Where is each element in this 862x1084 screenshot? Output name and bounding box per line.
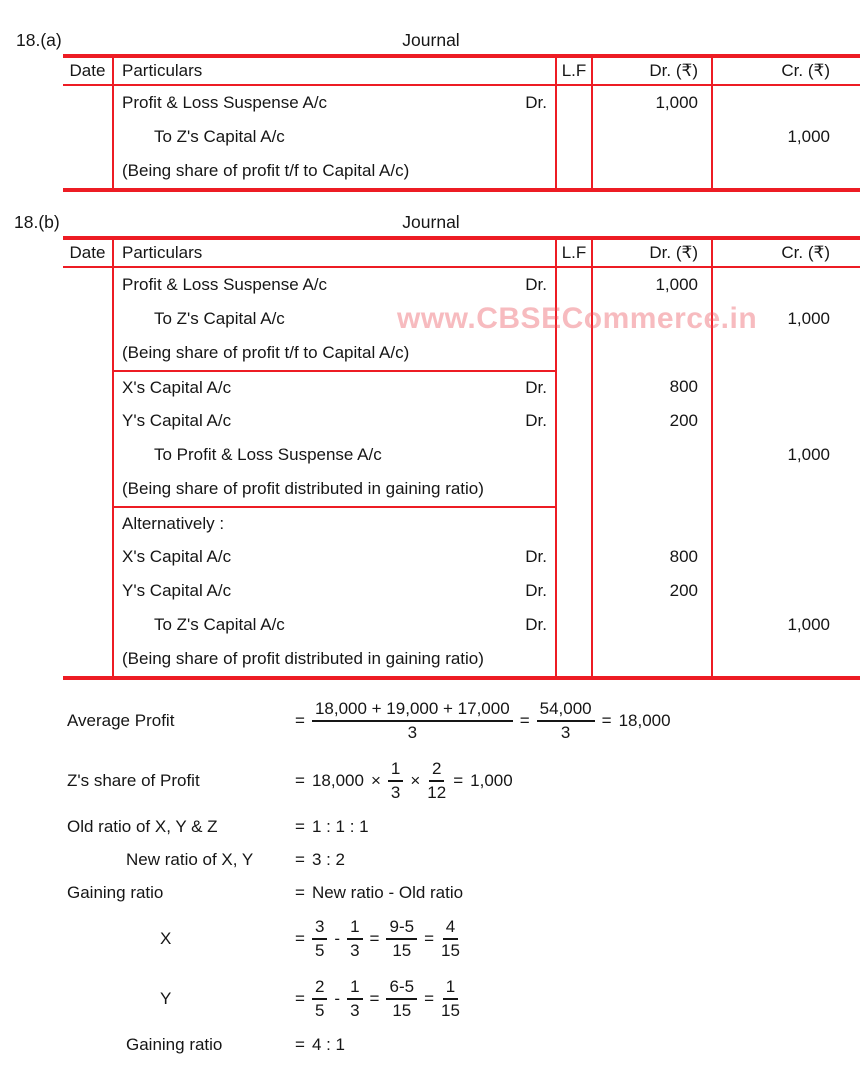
- dr-marker: Dr.: [525, 93, 547, 112]
- multiply-sign: ×: [370, 771, 381, 790]
- dr-amount-cell: [593, 574, 713, 608]
- lf-cell: [557, 154, 593, 188]
- date-cell: [63, 540, 114, 574]
- particulars-cell: [114, 506, 557, 540]
- equals-sign: =: [519, 711, 530, 730]
- fraction: [312, 917, 327, 961]
- date-cell: [63, 472, 114, 506]
- equals-sign: =: [424, 989, 434, 1008]
- fraction-numerator: 1: [347, 917, 362, 940]
- dr-amount: 200: [669, 581, 698, 600]
- fraction-denominator: 15: [441, 941, 460, 960]
- calc-result: 18,000: [618, 711, 671, 730]
- equals-sign: =: [295, 989, 305, 1008]
- narration-text: (Being share of profit distributed in gaining ratio): [122, 649, 484, 668]
- dr-amount: 200: [669, 411, 698, 430]
- fraction-denominator: 15: [392, 941, 412, 960]
- dr-marker: Dr.: [525, 581, 547, 600]
- dr-marker: Dr.: [525, 615, 547, 634]
- journal-entry-block: [63, 86, 860, 188]
- table-a-header: [63, 58, 860, 86]
- calc-label: X: [160, 929, 172, 948]
- fraction-numerator: 18,000 + 19,000 + 17,000: [312, 699, 513, 722]
- fraction-denominator: 5: [314, 941, 325, 960]
- cr-amount: 1,000: [787, 615, 830, 634]
- fraction-numerator: 4: [443, 917, 458, 940]
- fraction-numerator: 1: [443, 977, 458, 1000]
- calc-result: 1,000: [470, 771, 513, 790]
- equals-sign: =: [453, 771, 464, 790]
- fraction-denominator: 3: [407, 723, 418, 742]
- fraction-denominator: 3: [350, 941, 360, 960]
- fraction: [312, 977, 327, 1021]
- calc-row-old-ratio: [0, 810, 862, 843]
- date-cell: [63, 86, 114, 120]
- narration-text: (Being share of profit t/f to Capital A/c): [122, 343, 410, 362]
- section-a-label: 18.(a): [16, 30, 62, 50]
- particulars-cell: [114, 370, 557, 404]
- lf-cell: [557, 472, 593, 506]
- fraction-numerator: 1: [347, 977, 362, 1000]
- particulars-cell: [114, 120, 557, 154]
- calc-value: New ratio - Old ratio: [311, 882, 464, 902]
- equals-sign: =: [295, 882, 305, 902]
- journal-line: [63, 86, 860, 120]
- header-cr: Cr. (₹): [781, 61, 830, 80]
- particulars-cell: [114, 86, 557, 120]
- header-particulars: Particulars: [114, 240, 557, 266]
- particulars-cell: [114, 642, 557, 676]
- journal-entry-block: [63, 506, 860, 676]
- lf-cell: [557, 268, 593, 302]
- calculations-section: [0, 690, 862, 1061]
- particulars-cell: [114, 574, 557, 608]
- fraction: [347, 917, 362, 961]
- table-bottom-rule: [63, 188, 860, 192]
- dr-marker: Dr.: [525, 378, 547, 397]
- fraction-numerator: 2: [312, 977, 327, 1000]
- particulars-text: Profit & Loss Suspense A/c: [122, 275, 328, 294]
- date-cell: [63, 404, 114, 438]
- lf-cell: [557, 608, 593, 642]
- dr-amount: 1,000: [655, 93, 698, 112]
- dr-amount-cell: [593, 642, 713, 676]
- particulars-cell: [114, 404, 557, 438]
- particulars-text: Y's Capital A/c: [122, 581, 232, 600]
- particulars-text: Profit & Loss Suspense A/c: [122, 93, 328, 112]
- journal-line: [63, 540, 860, 574]
- journal-a-table: [63, 54, 860, 192]
- calc-label: Gaining ratio: [67, 882, 164, 902]
- lf-cell: [557, 642, 593, 676]
- journal-line: [63, 574, 860, 608]
- date-cell: [63, 438, 114, 472]
- fraction-numerator: 6-5: [386, 977, 417, 1000]
- fraction-numerator: 54,000: [537, 699, 595, 722]
- particulars-text: To Z's Capital A/c: [154, 615, 285, 634]
- particulars-cell: [114, 268, 557, 302]
- cr-amount: 1,000: [787, 309, 830, 328]
- equals-sign: =: [295, 771, 305, 790]
- lf-cell: [557, 336, 593, 370]
- fraction-denominator: 15: [441, 1001, 460, 1020]
- equals-sign: =: [295, 816, 305, 836]
- particulars-text: X's Capital A/c: [122, 378, 232, 397]
- header-particulars: Particulars: [114, 58, 557, 84]
- fraction: [312, 699, 513, 743]
- calc-row-y-gain: [0, 969, 862, 1029]
- watermark: www.CBSECommerce.in: [397, 302, 758, 335]
- calc-label: Average Profit: [67, 711, 175, 730]
- equals-sign: =: [295, 929, 305, 948]
- calc-label: Old ratio of X, Y & Z: [67, 816, 218, 836]
- minus-sign: -: [334, 929, 341, 948]
- journal-line: [63, 472, 860, 506]
- journal-line: [63, 608, 860, 642]
- dr-amount: 800: [669, 547, 698, 566]
- header-lf: L.F: [557, 240, 593, 266]
- journal-line: [63, 642, 860, 676]
- dr-amount-cell: [593, 506, 713, 540]
- date-cell: [63, 120, 114, 154]
- equals-sign: =: [295, 1035, 305, 1054]
- cr-amount-cell: [713, 438, 860, 472]
- particulars-text: To Z's Capital A/c: [154, 309, 285, 328]
- dr-marker: Dr.: [525, 411, 547, 430]
- calc-label: Z's share of Profit: [67, 771, 200, 790]
- fraction-denominator: 3: [350, 1001, 360, 1020]
- date-cell: [63, 608, 114, 642]
- calc-value: 4 : 1: [311, 1035, 346, 1054]
- equals-sign: =: [295, 711, 305, 730]
- fraction: [386, 977, 417, 1021]
- calc-value: 1 : 1 : 1: [311, 816, 369, 836]
- fraction: [427, 759, 446, 803]
- calc-label: Gaining ratio: [126, 1035, 223, 1054]
- journal-line: [63, 404, 860, 438]
- particulars-cell: [114, 472, 557, 506]
- dr-amount-cell: [593, 438, 713, 472]
- equals-sign: =: [601, 711, 612, 730]
- dr-amount-cell: [593, 120, 713, 154]
- fraction-numerator: 9-5: [386, 917, 417, 940]
- cr-amount-cell: [713, 608, 860, 642]
- journal-entry-block: [63, 370, 860, 506]
- journal-line: [63, 154, 860, 188]
- particulars-cell: [114, 608, 557, 642]
- cr-amount-cell: [713, 574, 860, 608]
- table-b-header: [63, 240, 860, 268]
- journal-a-title: Journal: [402, 30, 460, 50]
- date-cell: [63, 268, 114, 302]
- equals-sign: =: [369, 929, 380, 948]
- particulars-cell: [114, 154, 557, 188]
- cr-amount: 1,000: [787, 127, 830, 146]
- fraction-denominator: 12: [427, 783, 447, 802]
- dr-marker: Dr.: [525, 275, 547, 294]
- particulars-text: X's Capital A/c: [122, 547, 232, 566]
- calc-label: New ratio of X, Y: [126, 849, 254, 869]
- particulars-text: Y's Capital A/c: [122, 411, 232, 430]
- dr-amount-cell: [593, 86, 713, 120]
- journal-line: [63, 268, 860, 302]
- cr-amount-cell: [713, 642, 860, 676]
- fraction-denominator: 3: [560, 723, 571, 742]
- cr-amount-cell: [713, 120, 860, 154]
- dr-amount-cell: [593, 154, 713, 188]
- section-b-label: 18.(b): [14, 212, 60, 232]
- particulars-text: Alternatively :: [122, 514, 225, 533]
- calc-operand: 18,000: [311, 771, 364, 790]
- narration-text: (Being share of profit t/f to Capital A/c): [122, 161, 410, 180]
- dr-amount: 800: [669, 377, 698, 396]
- calc-label: Y: [160, 989, 172, 1008]
- calc-row-gaining-ratio-result: [0, 1029, 862, 1061]
- lf-cell: [557, 438, 593, 472]
- cr-amount-cell: [713, 154, 860, 188]
- cr-amount-cell: [713, 336, 860, 370]
- dr-amount-cell: [593, 608, 713, 642]
- fraction: [537, 699, 595, 743]
- fraction: [441, 977, 460, 1021]
- lf-cell: [557, 404, 593, 438]
- header-cr: Cr. (₹): [781, 243, 830, 262]
- calc-row-gaining-ratio-def: [0, 876, 862, 909]
- lf-cell: [557, 120, 593, 154]
- dr-amount-cell: [593, 404, 713, 438]
- dr-amount-cell: [593, 540, 713, 574]
- dr-amount-cell: [593, 336, 713, 370]
- header-dr: Dr. (₹): [593, 240, 713, 266]
- journal-line: [63, 506, 860, 540]
- fraction: [388, 759, 403, 803]
- equals-sign: =: [424, 929, 434, 948]
- header-date: Date: [63, 240, 114, 266]
- date-cell: [63, 302, 114, 336]
- dr-amount-cell: [593, 268, 713, 302]
- date-cell: [63, 506, 114, 540]
- journal-line: [63, 370, 860, 404]
- particulars-cell: [114, 438, 557, 472]
- table-a-body: [63, 86, 860, 188]
- fraction: [441, 917, 460, 961]
- dr-amount-cell: [593, 370, 713, 404]
- date-cell: [63, 336, 114, 370]
- date-cell: [63, 154, 114, 188]
- fraction-denominator: 5: [314, 1001, 325, 1020]
- header-lf: L.F: [557, 58, 593, 84]
- journal-line: [63, 120, 860, 154]
- narration-text: (Being share of profit distributed in gaining ratio): [122, 479, 484, 498]
- cr-amount-cell: [713, 404, 860, 438]
- lf-cell: [557, 506, 593, 540]
- fraction: [386, 917, 417, 961]
- fraction-denominator: 3: [390, 783, 401, 802]
- cr-amount-cell: [713, 472, 860, 506]
- particulars-cell: [114, 336, 557, 370]
- lf-cell: [557, 540, 593, 574]
- fraction-numerator: 1: [388, 759, 403, 782]
- dr-amount-cell: [593, 472, 713, 506]
- fraction-numerator: 3: [312, 917, 327, 940]
- dr-marker: Dr.: [525, 547, 547, 566]
- equals-sign: =: [369, 989, 380, 1008]
- date-cell: [63, 574, 114, 608]
- particulars-text: To Z's Capital A/c: [154, 127, 285, 146]
- lf-cell: [557, 86, 593, 120]
- journal-line: [63, 438, 860, 472]
- journal-b-title: Journal: [402, 212, 460, 232]
- header-date: Date: [63, 58, 114, 84]
- fraction-denominator: 15: [392, 1001, 412, 1020]
- date-cell: [63, 642, 114, 676]
- cr-amount-cell: [713, 506, 860, 540]
- cr-amount-cell: [713, 370, 860, 404]
- equals-sign: =: [295, 849, 305, 869]
- date-cell: [63, 370, 114, 404]
- lf-cell: [557, 370, 593, 404]
- particulars-cell: [114, 540, 557, 574]
- table-bottom-rule: [63, 676, 860, 680]
- calc-row-average-profit: [0, 690, 862, 752]
- fraction: [347, 977, 362, 1021]
- cr-amount-cell: [713, 268, 860, 302]
- fraction-numerator: 2: [429, 759, 444, 782]
- journal-line: [63, 336, 860, 370]
- lf-cell: [557, 574, 593, 608]
- calc-row-z-share: [0, 752, 862, 810]
- calc-row-x-gain: [0, 909, 862, 969]
- calc-row-new-ratio: [0, 843, 862, 876]
- calc-value: 3 : 2: [311, 849, 346, 869]
- header-dr: Dr. (₹): [593, 58, 713, 84]
- dr-amount: 1,000: [655, 275, 698, 294]
- cr-amount: 1,000: [787, 445, 830, 464]
- particulars-text: To Profit & Loss Suspense A/c: [154, 445, 382, 464]
- cr-amount-cell: [713, 86, 860, 120]
- multiply-sign: ×: [410, 771, 421, 790]
- cr-amount-cell: [713, 540, 860, 574]
- minus-sign: -: [334, 989, 341, 1008]
